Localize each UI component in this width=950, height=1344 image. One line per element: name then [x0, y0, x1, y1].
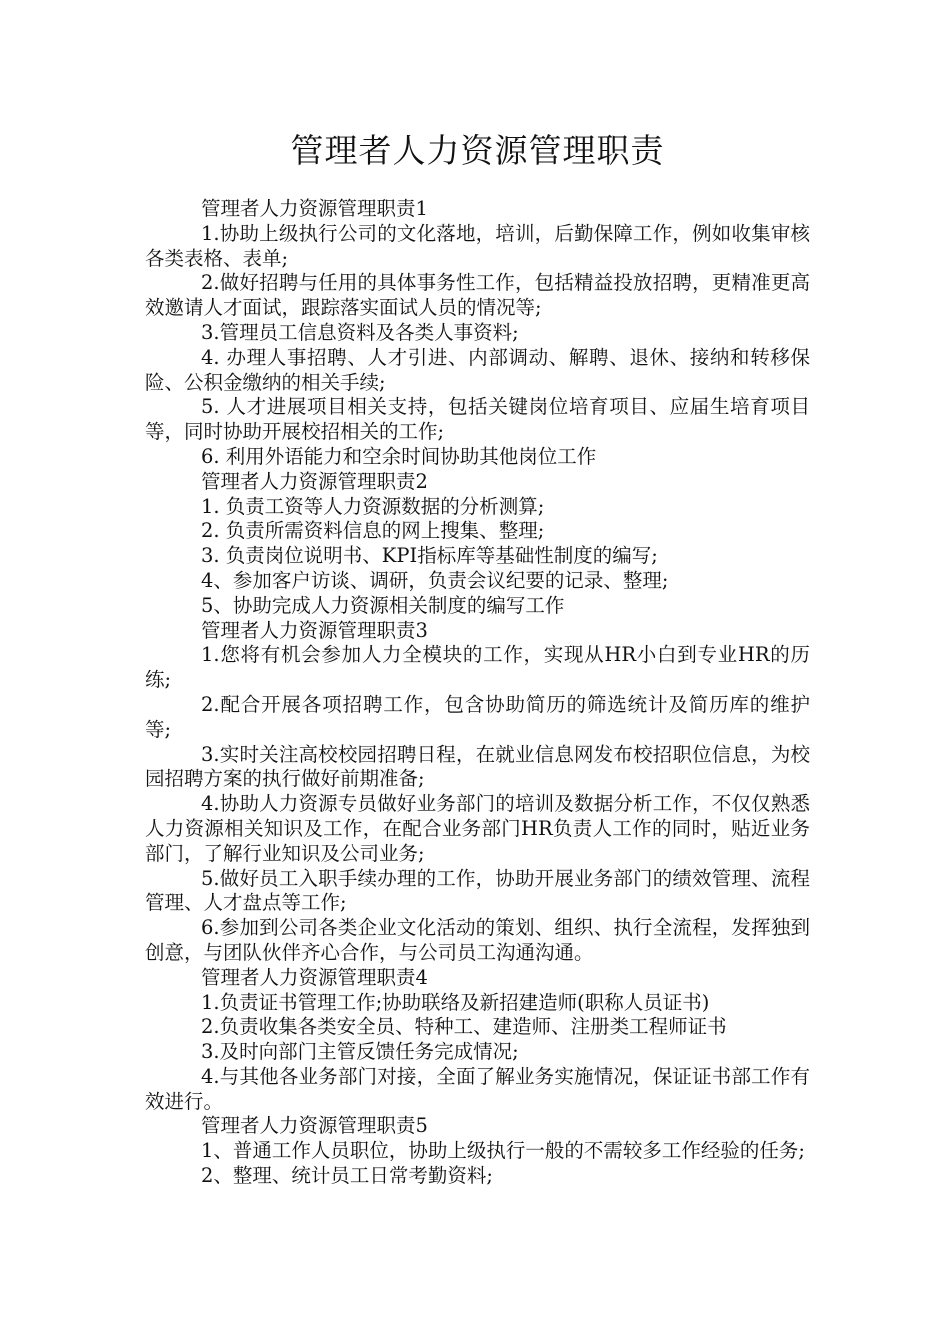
section-item: 5.做好员工入职手续办理的工作，协助开展业务部门的绩效管理、流程管理、人才盘点等工作; [145, 866, 810, 915]
section-item: 6.参加到公司各类企业文化活动的策划、组织、执行全流程，发挥独到创意，与团队伙伴齐心合作，与公司员工沟通沟通。 [145, 916, 810, 964]
section-item: 3.管理员工信息资料及各类人事资料; [201, 320, 519, 344]
section-item: 2、整理、统计员工日常考勤资料; [201, 1164, 493, 1188]
section-item: 4.协助人力资源专员做好业务部门的培训及数据分析工作，不仅仅熟悉人力资源相关知识及工作，在配合业务部门HR负责人工作的同时，贴近业务部门，了解行业知识及公司业务; [145, 792, 810, 865]
document-title: 管理者人力资源管理职责 [290, 131, 665, 170]
section-item: 1.协助上级执行公司的文化落地，培训，后勤保障工作，例如收集审核各类表格、表单; [145, 221, 810, 270]
section-item: 3.及时向部门主管反馈任务完成情况; [201, 1040, 519, 1064]
section-heading: 管理者人力资源管理职责5 [201, 1114, 428, 1138]
section-item: 5. 人才进展项目相关支持，包括关键岗位培育项目、应届生培育项目等，同时协助开展校招相关的工作; [145, 395, 810, 444]
section-heading: 管理者人力资源管理职责1 [201, 197, 428, 220]
section-item: 4. 办理人事招聘、人才引进、内部调动、解聘、退休、接纳和转移保险、公积金缴纳的相关手续; [145, 345, 810, 394]
section-item: 1.您将有机会参加人力全模块的工作，实现从HR小白到专业HR的历练; [145, 643, 810, 692]
section-item: 3. 负责岗位说明书、KPI指标库等基础性制度的编写; [201, 544, 658, 568]
section-heading: 管理者人力资源管理职责2 [201, 469, 428, 493]
section-3 [145, 619, 810, 966]
section-item: 4、参加客户访谈、调研，负责会议纪要的记录、整理; [201, 568, 669, 592]
section-item: 4.与其他各业务部门对接，全面了解业务实施情况，保证证书部工作有效进行。 [145, 1064, 810, 1113]
section-2 [145, 470, 810, 619]
section-item: 3.实时关注高校校园招聘日程，在就业信息网发布校招职位信息，为校园招聘方案的执行做好前期准备; [145, 742, 810, 791]
document-body [145, 197, 810, 1189]
section-item: 2.做好招聘与任用的具体事务性工作，包括精益投放招聘，更精准更高效邀请人才面试，跟踪落实面试人员的情况等; [145, 271, 810, 320]
section-5 [145, 1114, 810, 1188]
section-heading: 管理者人力资源管理职责3 [201, 618, 428, 642]
section-item: 5、协助完成人力资源相关制度的编写工作 [201, 593, 565, 617]
document-page [145, 125, 810, 1189]
section-heading: 管理者人力资源管理职责4 [201, 965, 428, 989]
section-item: 1、普通工作人员职位，协助上级执行一般的不需较多工作经验的任务; [201, 1139, 805, 1163]
section-item: 1.负责证书管理工作;协助联络及新招建造师(职称人员证书) [201, 990, 710, 1014]
section-item: 6. 利用外语能力和空余时间协助其他岗位工作 [201, 444, 597, 468]
section-item: 2.配合开展各项招聘工作，包含协助简历的筛选统计及简历库的维护等; [145, 692, 810, 741]
section-item: 2.负责收集各类安全员、特种工、建造师、注册类工程师证书 [201, 1015, 727, 1039]
section-4 [145, 966, 810, 1115]
section-1 [145, 197, 810, 470]
section-item: 2. 负责所需资料信息的网上搜集、整理; [201, 519, 545, 543]
section-item: 1. 负责工资等人力资源数据的分析测算; [201, 494, 545, 518]
